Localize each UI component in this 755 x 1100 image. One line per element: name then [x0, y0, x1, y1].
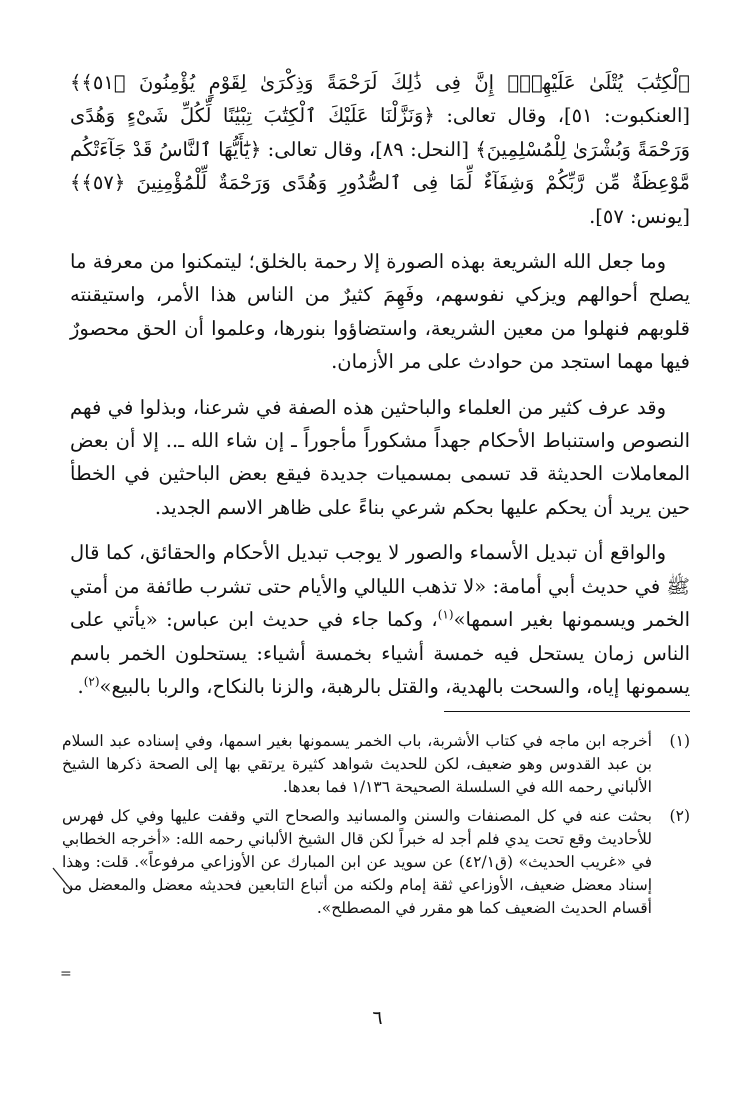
footnote-text: أخرجه ابن ماجه في كتاب الأشربة، باب الخمر يسمونها بغير اسمها، وفي إسناده عبد السلام بن عبد القدوس وهو ضعيف، لكن للحديث شواهد كثيرة يرتقي بها إلى الصحة ذكرها الشيخ الألباني رحمه الله في السلسلة الصحيحة ١/١٣٦ فما بعدها.: [62, 732, 652, 796]
footnote-number: (١): [669, 732, 690, 750]
footnote-ref-2[interactable]: (٢): [83, 674, 100, 689]
footnote-ref-1[interactable]: (١): [437, 607, 454, 622]
footnote-2: [62, 805, 690, 920]
paragraph-end: .: [77, 674, 84, 698]
footnote-divider: [444, 711, 690, 712]
footnote-number: (٢): [669, 807, 690, 825]
page-number: ٦: [372, 1007, 383, 1029]
margin-tick-icon: [51, 866, 75, 894]
footnotes: [62, 730, 690, 926]
scholars-paragraph: وقد عرف كثير من العلماء والباحثين هذه الصفة في شرعنا، وبذلوا في فهم النصوص واستنباط الأحكام جهداً مشكوراً مأجوراً ـ إن شاء الله ـ.. إلا أن بعض المعاملات الحديثة قد تسمى بمسميات جديدة فيقع بعض الباحثين في الخطأ حين يريد أن يحكم عليها بحكم شرعي بناءً على ظاهر الاسم الجديد.: [70, 395, 690, 519]
paragraph-text-part: والواقع أن تبديل الأسماء والصور لا يوجب تبديل الأحكام والحقائق، كما قال ﷺ في حديث أبي أمامة: «لا تذهب الليالي والأيام حتى تشرب طائفة من أمتي الخمر ويسمونها بغير اسمها»: [70, 541, 691, 632]
continuation-mark: =: [60, 966, 72, 982]
paragraph-text-part: ، وكما جاء في حديث ابن عباس: «يأتي على الناس زمان يستحل فيه خمسة أشياء بخمسة أشياء: يستحلون الخمر باسم يسمونها إياه، والسحت بالهدية، والقتل بالرهبة، والزنا بالنكاح، والربا بالبيع»: [70, 608, 690, 698]
names-and-forms-paragraph: [70, 536, 690, 703]
footnote-1: [62, 730, 690, 799]
sharia-mercy-paragraph: وما جعل الله الشريعة بهذه الصورة إلا رحمة بالخلق؛ ليتمكنوا من معرفة ما يصلح أحوالهم ويزكي نفوسهم، وفَهِمَ كثيرٌ من الناس هذا الأمر، واستيقنته قلوبهم فنهلوا من معين الشريعة، واستضاؤوا بنورها، وعلموا أن الحق محصورٌ فيها مهما استجد من حوادث على مر الأزمان.: [70, 250, 690, 374]
quran-citations-paragraph: ٱلْكِتَٰبَ يُتْلَىٰ عَلَيْهِمْۚ إِنَّ فِى ذَٰلِكَ لَرَحْمَةً وَذِكْرَىٰ لِقَوْمٍ يُؤْمِنُونَ ﴿٥١﴾﴾ [العنكبوت: ٥١]، وقال تعالى: ﴿وَنَزَّلْنَا عَلَيْكَ ٱلْكِتَٰبَ تِبْيَٰنًا لِّكُلِّ شَىْءٍ وَهُدًى وَرَحْمَةً وَبُشْرَىٰ لِلْمُسْلِمِينَ﴾ [النحل: ٨٩]، وقال تعالى: ﴿يَٰٓأَيُّهَا ٱلنَّاسُ قَدْ جَآءَتْكُم مَّوْعِظَةٌ مِّن رَّبِّكُمْ وَشِفَآءٌ لِّمَا فِى ٱلصُّدُورِ وَهُدًى وَرَحْمَةٌ لِّلْمُؤْمِنِينَ ﴿٥٧﴾﴾ [يونس: ٥٧].: [70, 71, 690, 228]
main-text: [70, 66, 690, 715]
footnote-text: بحثت عنه في كل المصنفات والسنن والمسانيد والصحاح التي وقفت عليها وفي كل فهرس للأحاديث وقع تحت يدي فلم أجد له خبراً لكن قال الشيخ الألباني رحمه الله: «أخرجه الخطابي في «غريب الحديث» (ق٤٢/١) عن سويد عن ابن المبارك عن الأوزاعي مرفوعاً». قلت: وهذا إسناد معضل ضعيف، الأوزاعي ثقة إمام ولكنه من أتباع التابعين فحديثه معضل والمعضل من أقسام الحديث الضعيف كما هو مقرر في المصطلح».: [62, 807, 652, 917]
